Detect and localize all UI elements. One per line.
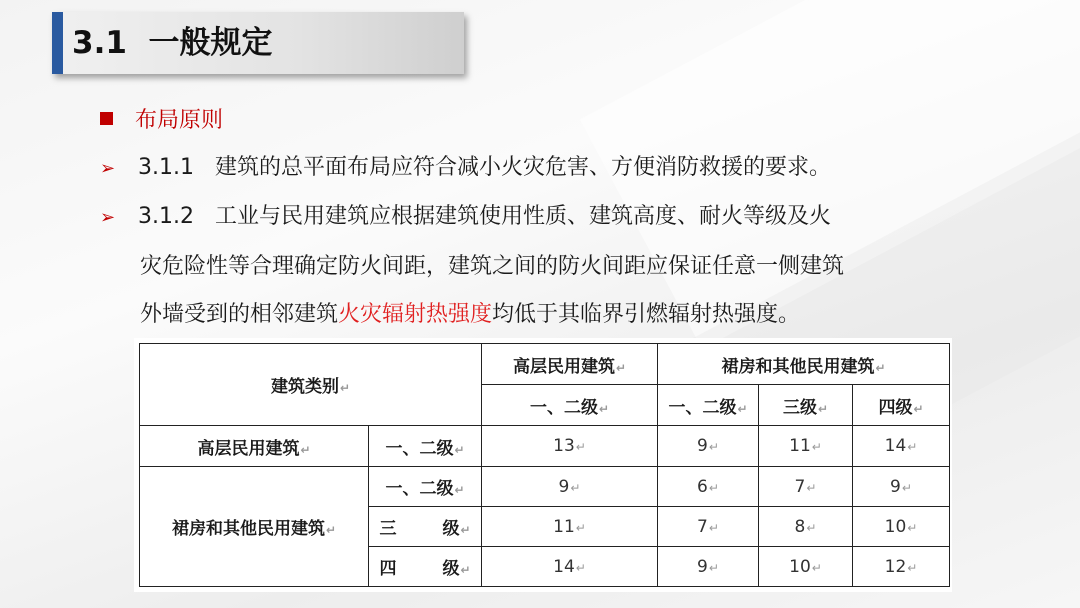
table-cell: 10↵ [759,547,853,587]
group-header-high-rise: 高层民用建筑↵ [482,344,658,385]
sub-header: 一、二级↵ [482,385,658,426]
table-cell: 13↵ [482,426,658,467]
section-heading-label: 布局原则 [135,108,224,133]
clause-text-line3-post: 均低于其临界引燃辐射热强度。 [492,302,801,327]
fire-separation-table-panel [134,338,952,592]
row-grade: 四 级↵ [369,547,482,587]
table-cell: 10↵ [853,507,950,547]
clause-text-line1: 工业与民用建筑应根据建筑使用性质、建筑高度、耐火等级及火 [214,204,831,229]
table-cell: 11↵ [759,426,853,467]
arrow-bullet-icon: ➢ [100,158,116,179]
clause-3-1-2 [100,203,831,232]
clause-text-line3-pre: 外墙受到的相邻建筑 [140,302,339,327]
arrow-bullet-icon: ➢ [100,207,116,228]
row-category: 裙房和其他民用建筑↵ [140,467,369,587]
table-row [140,426,950,467]
sub-header: 三级↵ [759,385,853,426]
table-cell: 8↵ [759,507,853,547]
table-cell: 12↵ [853,547,950,587]
table-cell: 7↵ [658,507,759,547]
section-heading [100,107,223,135]
table-cell: 6↵ [658,467,759,507]
clause-text-line3 [140,301,800,329]
row-grade: 一、二级↵ [369,426,482,467]
clause-number: 3.1.2 [138,204,194,229]
sub-header: 一、二级↵ [658,385,759,426]
highlight-text: 火灾辐射热强度 [338,302,493,327]
table-cell: 9↵ [482,467,658,507]
group-header-podium: 裙房和其他民用建筑↵ [658,344,950,385]
row-grade: 一、二级↵ [369,467,482,507]
clause-3-1-1 [100,154,831,183]
square-bullet-icon [100,112,113,125]
row-grade: 三 级↵ [369,507,482,547]
table-cell: 9↵ [853,467,950,507]
table-cell: 14↵ [482,547,658,587]
table-cell: 14↵ [853,426,950,467]
sub-header: 四级↵ [853,385,950,426]
table-cell: 7↵ [759,467,853,507]
clause-number: 3.1.1 [138,155,194,180]
table-row [140,467,950,507]
table-cell: 11↵ [482,507,658,547]
table-cell: 9↵ [658,547,759,587]
table-cell: 9↵ [658,426,759,467]
corner-header: 建筑类别↵ [140,344,482,426]
title-accent-bar [52,12,63,74]
clause-text: 建筑的总平面布局应符合减小火灾危害、方便消防救援的要求。 [214,155,831,180]
fire-separation-table [139,343,950,587]
slide-title: 3.1 一般规定 [72,25,273,61]
row-category: 高层民用建筑↵ [140,426,369,467]
clause-text-line2: 灾危险性等合理确定防火间距，建筑之间的防火间距应保证任意一侧建筑 [140,254,845,279]
